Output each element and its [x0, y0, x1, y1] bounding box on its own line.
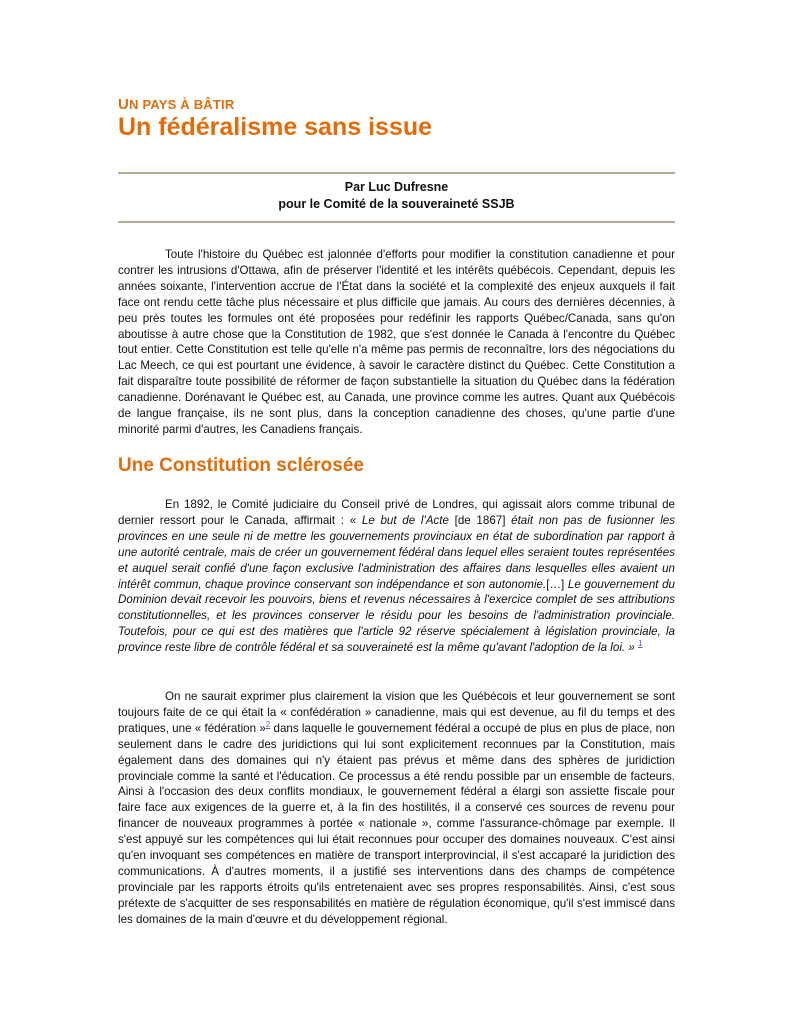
quote-italic-2: était non pas de fusionner les provinces en une seule ni de mettre les gouvernements provinciaux en état de subordination par rapport à une autorité centrale, mais de créer un gouvernement fédéral dans lequel elles seraient toutes représentées et auquel serait confié d'une façon exclusive l'administration des affaires dans lesquelles elles avaient un intérêt commun, chaque province conservant son indépendance et son autonomie. — [118, 513, 676, 591]
top-divider — [118, 172, 675, 174]
quote-paragraph — [118, 497, 675, 656]
body-paragraph — [118, 689, 675, 928]
quote-intro: En 1892, le Comité judiciaire du Conseil privé de Londres, qui agissait alors comme tribunal de dernier ressort pour le Canada, affirmait : « — [118, 498, 675, 527]
byline — [118, 179, 675, 213]
footnote-link-1[interactable]: 1 — [638, 639, 643, 649]
footnote-link-2[interactable]: 2 — [265, 719, 271, 729]
body-text-b: dans laquelle le gouvernement fédéral a occupé de plus en plus de place, non seulement dans le cadre des juridictions qui lui sont explicitement reconnues par la Constitution, mais également dans des domaines qui n'y étaient pas prévus et même dans des sphères de juridiction provinciale comme la santé et l'éducation. Ce processus a été rendu possible par un ensemble de facteurs. Ainsi à l'occasion des deux conflits mondiaux, le gouvernement fédéral a élargi son assiette fiscale pour faire face aux exigences de la guerre et, à la fin des hostilités, il a conservé ces sources de revenu pour financer de nouveaux programmes à portée « nationale », comme l'assurance-chômage par exemple. Il s'est appuyé sur les compétences qui lui était reconnues pour occuper des domaines nouveaux. C'est ainsi qu'en invoquant ses compétences en matière de transport interprovincial, il s'est accaparé la juridiction des communications. À d'autres moments, il a justifié ses interventions dans des champs de compétence provinciale par les rapports étroits qu'ils entretenaient avec ses propres responsabilités. Ainsi, c'est sous prétexte de s'acquitter de ses responsabilités en matière de régulation économique, qu'il s'est immiscé dans les domaines de la main d'œuvre et du développement régional. — [118, 721, 676, 926]
byline-committee: pour le Comité de la souveraineté SSJB — [278, 197, 515, 211]
section-kicker — [118, 96, 234, 113]
quote-italic-1: Le but de l'Acte — [361, 513, 449, 527]
kicker-initial: U — [118, 96, 130, 113]
byline-author: Par Luc Dufresne — [344, 180, 449, 194]
page-title: Un fédéralisme sans issue — [118, 113, 433, 141]
body-text-a: On ne saurait exprimer plus clairement la vision que les Québécois et leur gouvernement se sont toujours faite de ce qui était la « confédération » canadienne, mais qui est devenue, au fil du temps et des pratiques, une « fédération » — [118, 690, 675, 735]
intro-paragraph — [118, 247, 675, 438]
bottom-divider — [118, 221, 675, 223]
quote-ellipsis: […] — [546, 577, 568, 591]
intro-text: Toute l'histoire du Québec est jalonnée d'efforts pour modifier la constitution canadienne et pour contrer les intrusions d'Ottawa, afin de préserver l'identité et les intérêts québécois. Cependant, depuis les années soixante, l'intervention accrue de l'État dans la société et la complexité des enjeux auxquels il fait face ont rendu cette tâche plus nécessaire et plus difficile que jamais. Au cours des dernières décennies, à peu près toutes les formules ont été proposées pour redéfinir les rapports Québec/Canada, sans qu'on aboutisse à autre chose que la Constitution de 1982, que s'est donnée le Canada à l'encontre du Québec tout entier. Cette Constitution est telle qu'elle n'a même pas permis de reconnaître, lors des négociations du Lac Meech, ce qui est pourtant une évidence, à savoir le caractère distinct du Québec. Cette Constitution a fait disparaître toute possibilité de réformer de façon substantielle la situation du Québec dans la fédération canadienne. Dorénavant le Québec est, au Canada, une province comme les autres. Quant aux Québécois de langue française, ils ne sont plus, dans la conception canadienne des choses, qu'une partie d'une minorité parmi d'autres, les Canadiens français. — [118, 248, 675, 436]
section-heading: Une Constitution sclérosée — [118, 455, 364, 476]
quote-bracket: [de 1867] — [448, 513, 512, 527]
quote-italic-3: Le gouvernement du Dominion devait recevoir les pouvoirs, biens et revenus nécessaires à l'exercice complet de ses attributions constitutionnelles, et les provinces conserver le résidu pour les besoins de l'administration provinciale. Toutefois, pour ce qui est des matières que l'article 92 réserve spécialement à législation provinciale, la province reste libre de contrôle fédéral et sa souveraineté est la même qu'avant l'adoption de la loi. » — [118, 577, 676, 655]
kicker-rest: N PAYS À BÂTIR — [129, 97, 235, 112]
